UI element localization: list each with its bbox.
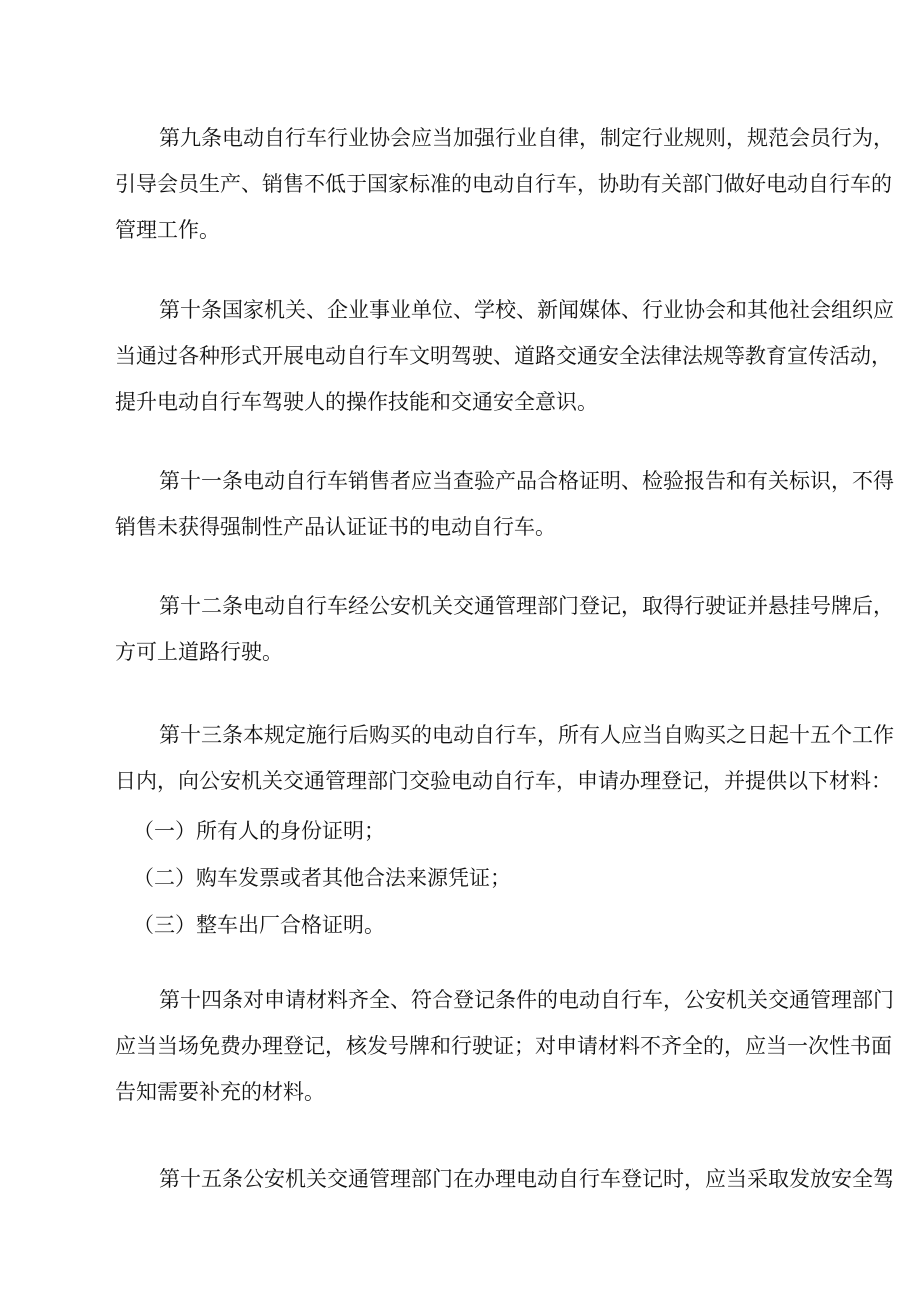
article-12-paragraph [115, 583, 894, 675]
article-9-line-2: 引导会员生产、销售不低于国家标准的电动自行车，协助有关部门做好电动自行车的 [115, 172, 892, 196]
article-9-paragraph [115, 115, 894, 253]
article-10-line-3: 提升电动自行车驾驶人的操作技能和交通安全意识。 [115, 390, 598, 414]
article-13-item-2: （二）购车发票或者其他合法来源凭证； [133, 866, 511, 890]
article-10-line-2: 当通过各种形式开展电动自行车文明驾驶、道路交通安全法律法规等教育宣传活动， [115, 344, 892, 368]
article-14-line-1: 第十四条对申请材料齐全、符合登记条件的电动自行车，公安机关交通管理部门 [159, 988, 894, 1012]
article-13-line-2: 日内，向公安机关交通管理部门交验电动自行车，申请办理登记，并提供以下材料： [115, 769, 892, 793]
article-12-line-1: 第十二条电动自行车经公安机关交通管理部门登记，取得行驶证并悬挂号牌后， [159, 594, 894, 618]
article-13-line-1: 第十三条本规定施行后购买的电动自行车，所有人应当自购买之日起十五个工作 [159, 723, 894, 747]
article-14-line-2: 应当当场免费办理登记，核发号牌和行驶证；对申请材料不齐全的，应当一次性书面 [115, 1034, 892, 1058]
article-13-item-1: （一）所有人的身份证明； [133, 819, 385, 843]
article-11-paragraph [115, 458, 894, 550]
article-10-line-1: 第十条国家机关、企业事业单位、学校、新闻媒体、行业协会和其他社会组织应 [159, 298, 894, 322]
article-13-item-3: （三）整车出厂合格证明。 [133, 913, 385, 937]
article-11-line-1: 第十一条电动自行车销售者应当查验产品合格证明、检验报告和有关标识，不得 [159, 469, 894, 493]
article-11-line-2: 销售未获得强制性产品认证证书的电动自行车。 [115, 515, 556, 539]
article-9-line-3: 管理工作。 [115, 218, 220, 242]
article-15-paragraph [115, 1156, 894, 1202]
article-9-line-1: 第九条电动自行车行业协会应当加强行业自律，制定行业规则，规范会员行为， [159, 126, 894, 150]
article-15-line-1: 第十五条公安机关交通管理部门在办理电动自行车登记时，应当采取发放安全驾 [159, 1167, 894, 1191]
article-12-line-2: 方可上道路行驶。 [115, 640, 283, 664]
article-14-line-3: 告知需要补充的材料。 [115, 1080, 325, 1104]
article-14-paragraph [115, 977, 894, 1115]
article-13-paragraph [115, 712, 894, 804]
article-10-paragraph [115, 287, 894, 425]
